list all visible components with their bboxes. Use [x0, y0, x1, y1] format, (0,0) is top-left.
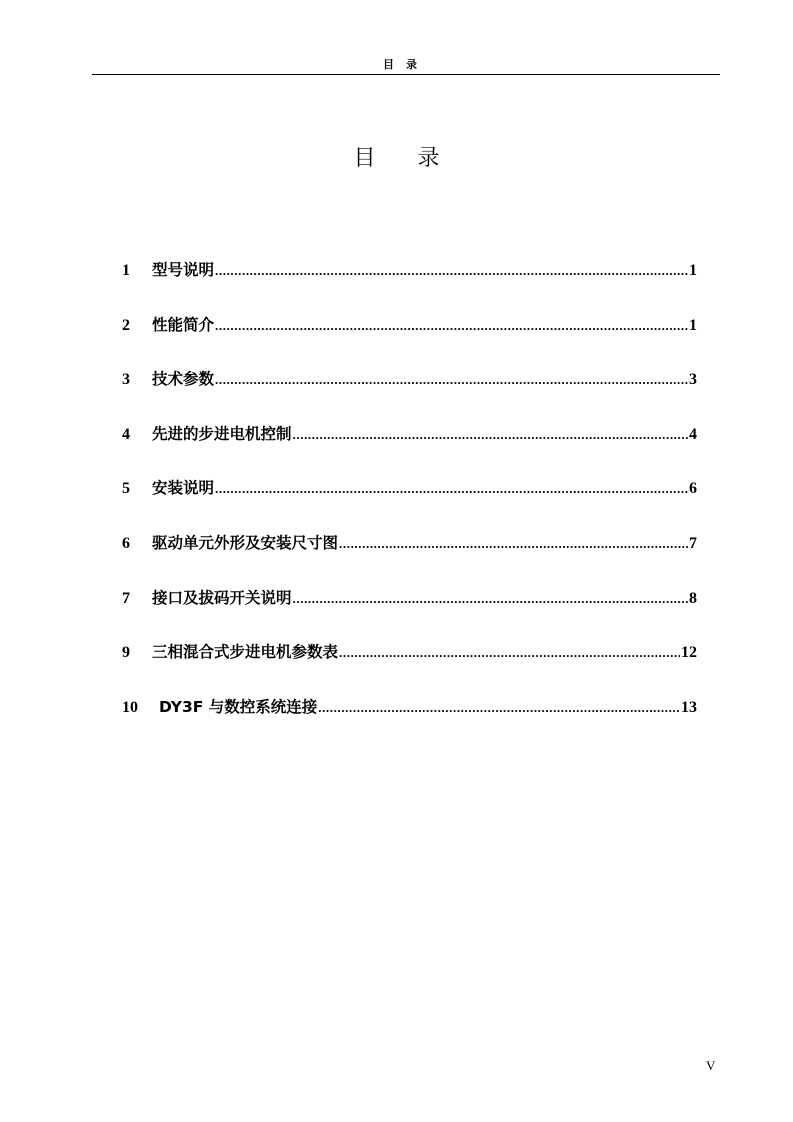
toc-leader-dots	[215, 368, 688, 392]
toc-leader-dots	[215, 477, 688, 501]
toc-entry[interactable]	[122, 476, 697, 500]
toc-leader-dots	[293, 587, 688, 611]
toc-entry-page: 1	[689, 316, 697, 334]
toc-entry[interactable]	[122, 695, 697, 719]
toc-entry-title: 技术参数	[152, 370, 215, 389]
toc-entry[interactable]	[122, 531, 697, 555]
toc-entry-page: 7	[689, 534, 697, 552]
toc-entry-page: 12	[681, 644, 697, 662]
toc-entry[interactable]	[122, 586, 697, 610]
toc-leader-dots	[339, 532, 688, 556]
toc-leader-dots	[293, 423, 688, 447]
toc-entry-number: 4	[122, 425, 130, 443]
toc-entry-page: 4	[689, 425, 697, 443]
toc-entry-title: 性能简介	[152, 315, 215, 334]
toc-entry-number: 3	[122, 371, 130, 389]
toc-entry-title: 先进的步进电机控制	[152, 424, 292, 443]
toc-entry-title: 驱动单元外形及安装尺寸图	[152, 533, 339, 552]
toc-entry-title: 安装说明	[152, 479, 215, 498]
toc-entry[interactable]	[122, 313, 697, 337]
toc-leader-dots	[215, 314, 688, 338]
toc-entry-page: 3	[689, 371, 697, 389]
toc-entry-title: 三相混合式步进电机参数表	[152, 643, 339, 662]
toc-entry[interactable]	[122, 422, 697, 446]
toc-entry-number: 10	[122, 698, 138, 716]
toc-entry-number: 5	[122, 480, 130, 498]
toc-leader-dots	[318, 696, 680, 720]
toc-entry-title: DY3F 与数控系统连接	[159, 697, 318, 716]
toc-entry-number: 1	[122, 262, 130, 279]
toc-entry-page: 8	[689, 589, 697, 607]
toc-entry[interactable]	[122, 367, 697, 391]
header-rule	[92, 74, 720, 75]
toc-entry-number: 2	[122, 316, 130, 334]
running-header: 目录	[383, 58, 429, 71]
page-number: V	[706, 1058, 716, 1073]
toc-leader-dots	[339, 641, 680, 665]
toc-entry[interactable]	[122, 640, 697, 664]
page-title: 目录	[353, 146, 482, 171]
toc-entry-title: 接口及拔码开关说明	[152, 588, 292, 607]
toc-entry[interactable]	[122, 258, 697, 282]
toc-leader-dots	[215, 259, 688, 283]
toc-entry-number: 9	[122, 644, 130, 662]
toc-entry-page: 1	[689, 262, 697, 279]
toc-entry-page: 6	[689, 480, 697, 498]
toc-entry-page: 13	[681, 698, 697, 716]
toc-entry-title: 型号说明	[152, 261, 215, 279]
toc-list	[122, 258, 697, 749]
toc-entry-number: 7	[122, 589, 130, 607]
toc-entry-number: 6	[122, 534, 130, 552]
